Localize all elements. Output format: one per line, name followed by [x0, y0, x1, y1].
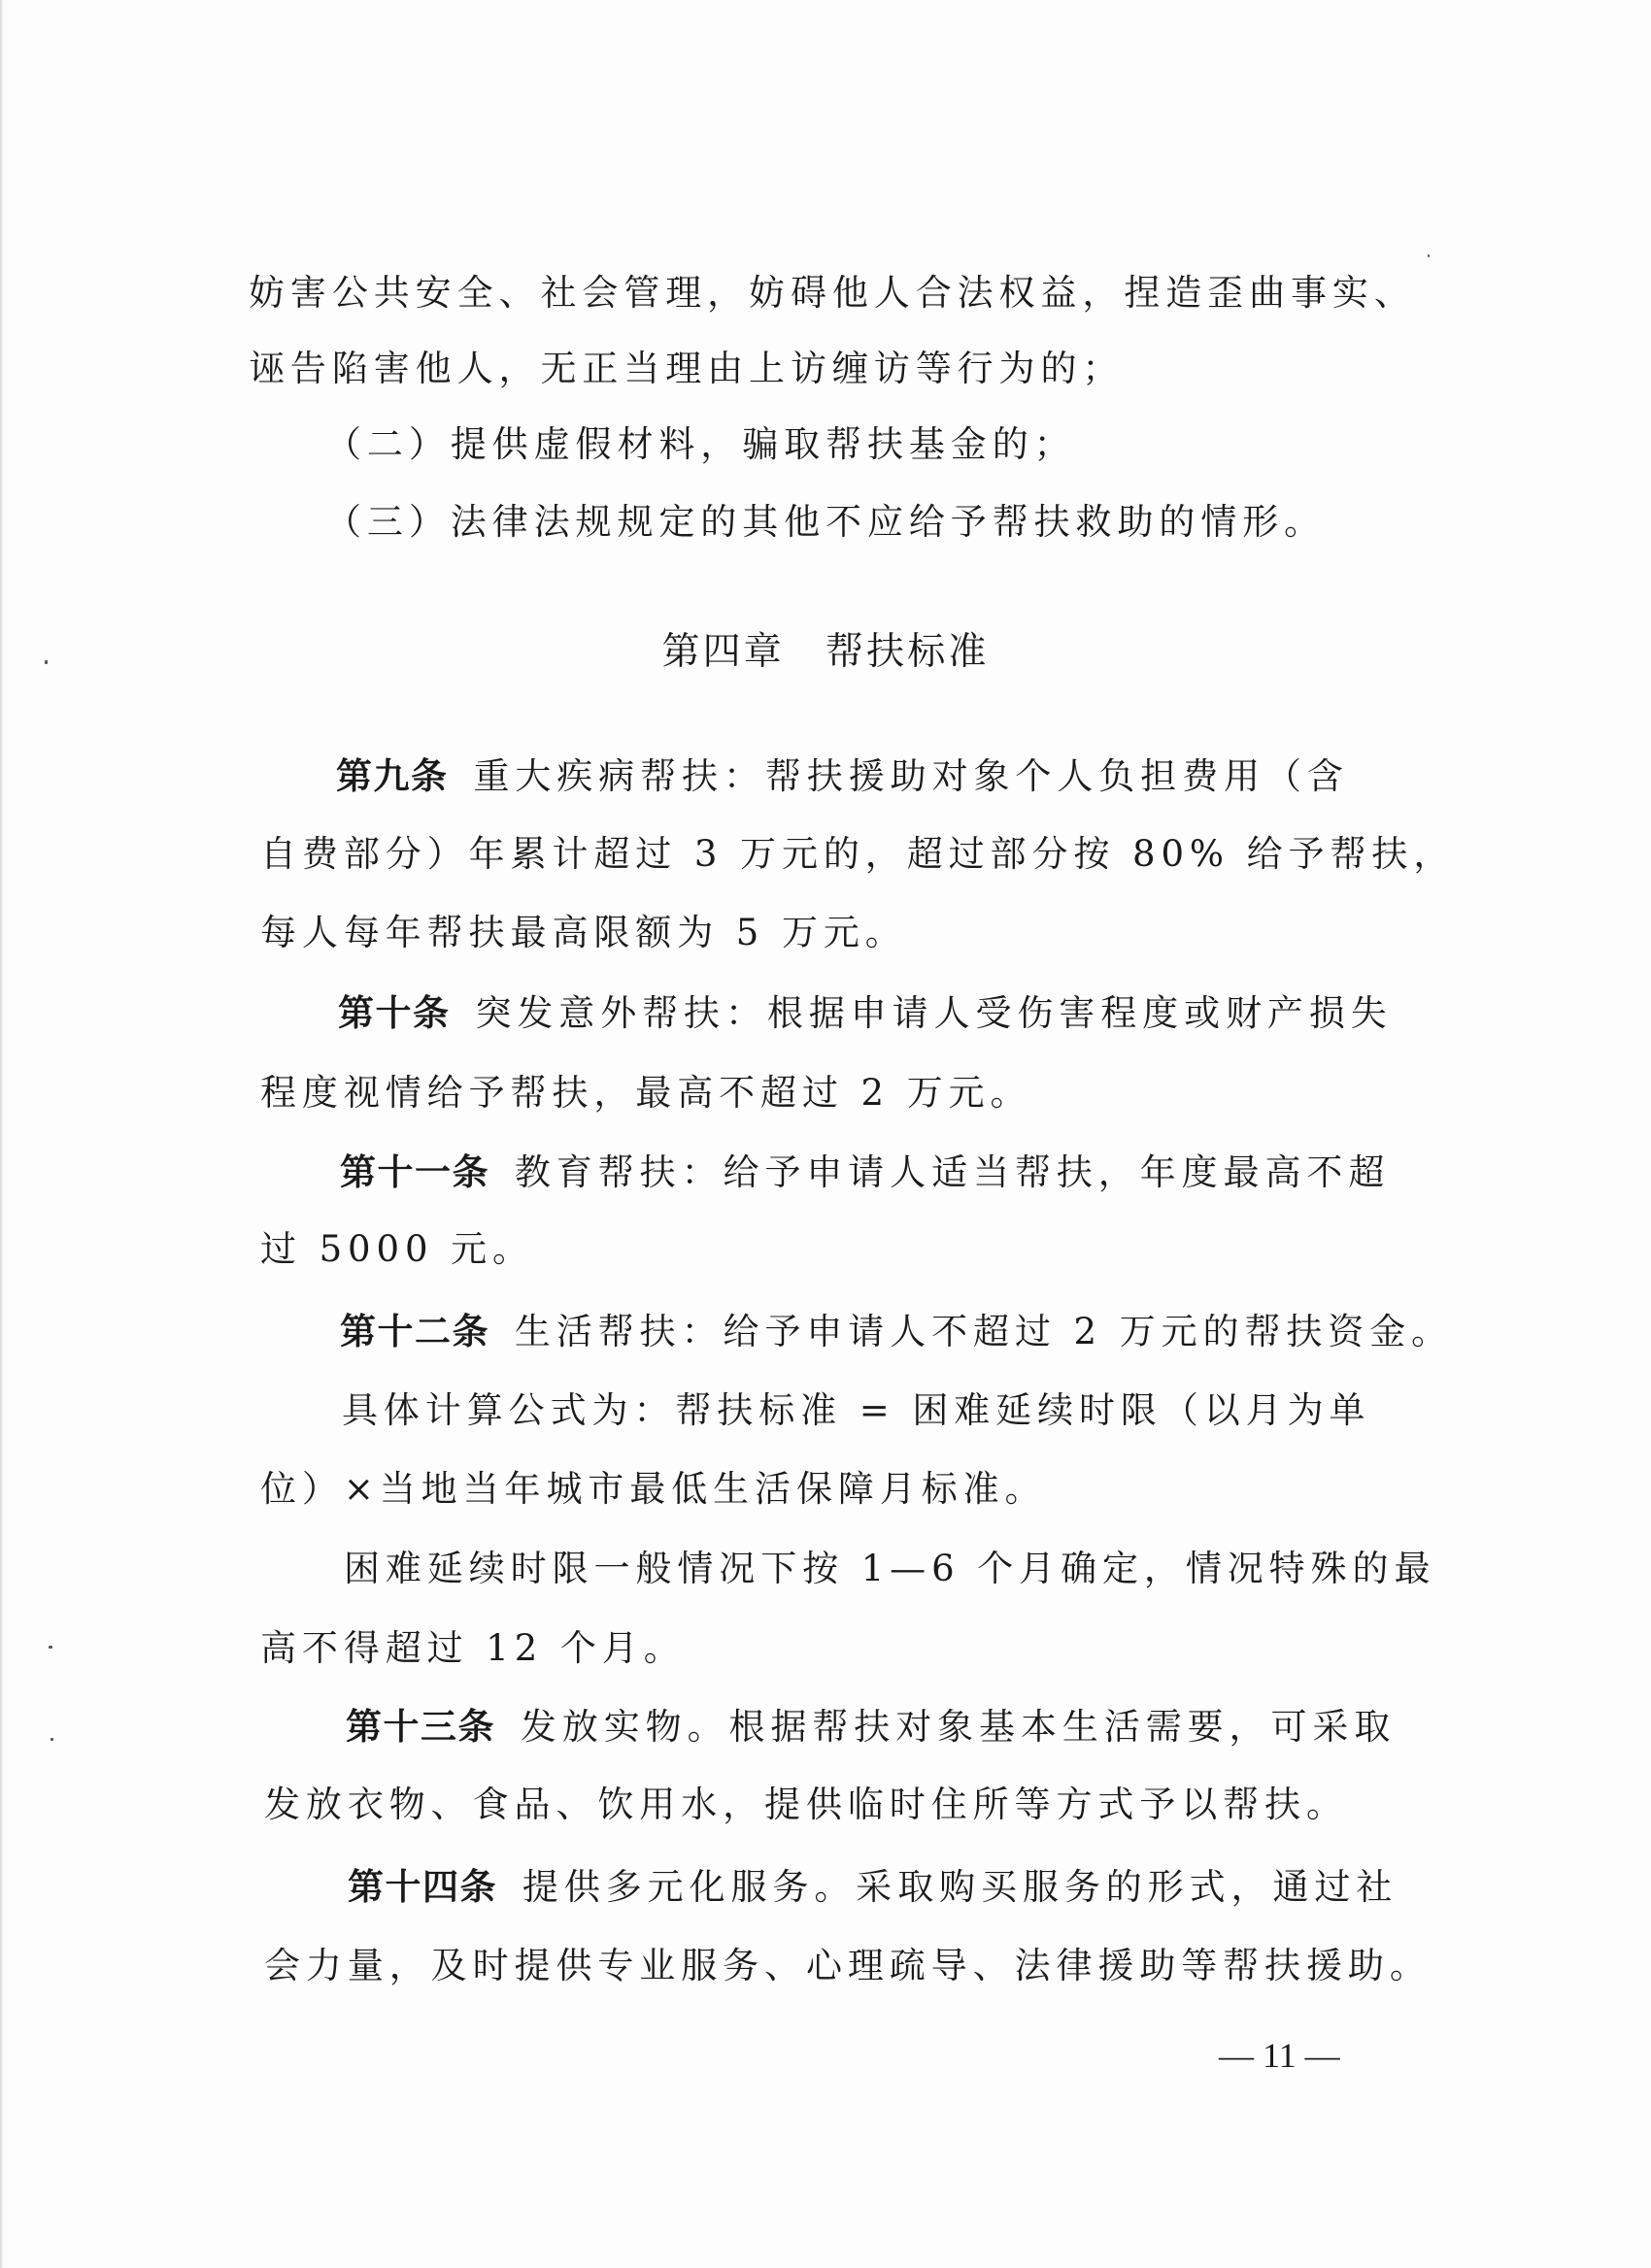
article-10-first-line — [338, 990, 1393, 1037]
list-item: （二）提供虚假材料，骗取帮扶基金的； — [325, 423, 1076, 465]
article-text: 生活帮扶：给予申请人不超过 2 万元的帮扶资金。 — [514, 1311, 1454, 1352]
scan-speck — [45, 660, 48, 664]
text-line: 具体计算公式为：帮扶标准 = 困难延续时限（以月为单 — [342, 1389, 1371, 1431]
text-line: 困难延续时限一般情况下按 1—6 个月确定，情况特殊的最 — [344, 1548, 1436, 1589]
article-text: 突发意外帮扶：根据申请人受伤害程度或财产损失 — [475, 992, 1393, 1034]
article-label: 第十一条 — [340, 1151, 489, 1193]
article-14-first-line — [348, 1864, 1398, 1911]
article-9-first-line — [336, 753, 1349, 800]
text-line: 过 5000 元。 — [260, 1228, 534, 1270]
text-line: 高不得超过 12 个月。 — [260, 1627, 686, 1669]
article-12-first-line — [340, 1309, 1453, 1355]
article-label: 第九条 — [336, 755, 449, 797]
article-11-first-line — [340, 1150, 1390, 1196]
page-number: — 11 — — [1219, 2036, 1340, 2075]
text-line: 发放衣物、食品、饮用水，提供临时住所等方式予以帮扶。 — [264, 1784, 1348, 1825]
chapter-heading: 第四章 帮扶标准 — [661, 630, 990, 674]
article-text: 教育帮扶：给予申请人适当帮扶，年度最高不超 — [514, 1151, 1391, 1193]
text-line: 位）×当地当年城市最低生活保障月标准。 — [260, 1468, 1047, 1510]
text-line: 会力量，及时提供专业服务、心理疏导、法律援助等帮扶援助。 — [264, 1945, 1432, 1986]
article-label: 第十二条 — [340, 1311, 489, 1352]
article-13-first-line — [346, 1704, 1396, 1751]
article-label: 第十三条 — [346, 1706, 495, 1748]
article-text: 发放实物。根据帮扶对象基本生活需要，可采取 — [520, 1706, 1397, 1748]
article-text: 重大疾病帮扶：帮扶援助对象个人负担费用（含 — [473, 755, 1349, 797]
text-line: 每人每年帮扶最高限额为 5 万元。 — [260, 912, 907, 953]
scan-edge — [0, 0, 4, 2268]
text-line: 诬告陷害他人，无正当理由上访缠访等行为的； — [249, 348, 1125, 389]
article-text: 提供多元化服务。采取购买服务的形式，通过社 — [522, 1866, 1398, 1908]
article-label: 第十条 — [338, 992, 451, 1034]
scan-speck — [51, 1738, 53, 1741]
text-line: 妨害公共安全、社会管理，妨碍他人合法权益，捏造歪曲事实、 — [249, 272, 1416, 314]
list-item: （三）法律法规规定的其他不应给予帮扶救助的情形。 — [325, 501, 1327, 543]
text-line: 程度视情给予帮扶，最高不超过 2 万元。 — [260, 1072, 1032, 1114]
text-line: 自费部分）年累计超过 3 万元的，超过部分按 80% 给予帮扶， — [260, 833, 1456, 875]
scan-speck — [49, 1646, 52, 1649]
article-label: 第十四条 — [348, 1866, 497, 1908]
scan-speck — [1428, 254, 1430, 257]
